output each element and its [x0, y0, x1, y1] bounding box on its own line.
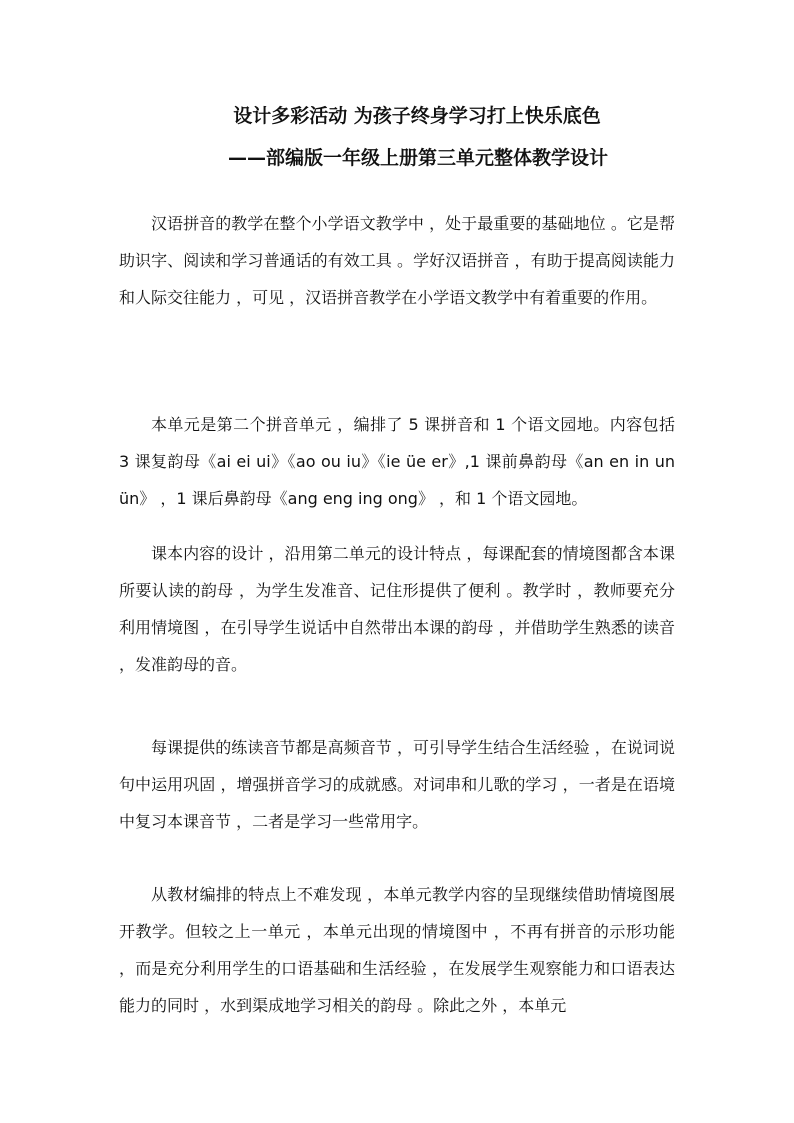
document-title: 设计多彩活动 为孩子终身学习打上快乐底色 — [233, 105, 601, 127]
paragraph-5: 从教材编排的特点上不难发现 ，本单元教学内容的呈现继续借助情境图展开教学。但较之上一单元 ，本单元出现的情境图中 ，不再有拼音的示形功能 ，而是充分利用学生的口语基础和生活经验 ，在发展学生观察能力和口语表达能力的同时 ，水到渠成地学习相关的韵母 。除此之外 ，本单元 — [119, 885, 675, 1015]
paragraph-4: 每课提供的练读音节都是高频音节 ，可引导学生结合生活经验 ，在说词说句中运用巩固 ，增强拼音学习的成就感。对词串和儿歌的学习 ，一者是在语境中复习本课音节 ，二者是学习一些常用字。 — [119, 738, 675, 831]
document-subtitle: ——部编版一年级上册第三单元整体教学设计 — [227, 147, 608, 169]
paragraph-2: 本单元是第二个拼音单元 ，编排了 5 课拼音和 1 个语文园地。内容包括 3 课复韵母《ai ei ui》《ao ou iu》《ie üe er》,1 课前鼻韵母《an en in un ün》 ，1 课后鼻韵母《ang eng ing ong》 ，和 1 个语文园地。 — [119, 415, 675, 508]
paragraph-3: 课本内容的设计 ，沿用第二单元的设计特点 ，每课配套的情境图都含本课所要认读的韵母 ，为学生发准音、记住形提供了便利 。教学时 ，教师要充分利用情境图 ，在引导学生说话中自然带出本课的韵母 ，并借助学生熟悉的读音 ，发准韵母的音。 — [119, 544, 675, 674]
paragraph-1: 汉语拼音的教学在整个小学语文教学中 ，处于最重要的基础地位 。它是帮助识字、阅读和学习普通话的有效工具 。学好汉语拼音 ，有助于提高阅读能力和人际交往能力 ，可见 ，汉语拼音教学在小学语文教学中有着重要的作用。 — [119, 214, 675, 307]
